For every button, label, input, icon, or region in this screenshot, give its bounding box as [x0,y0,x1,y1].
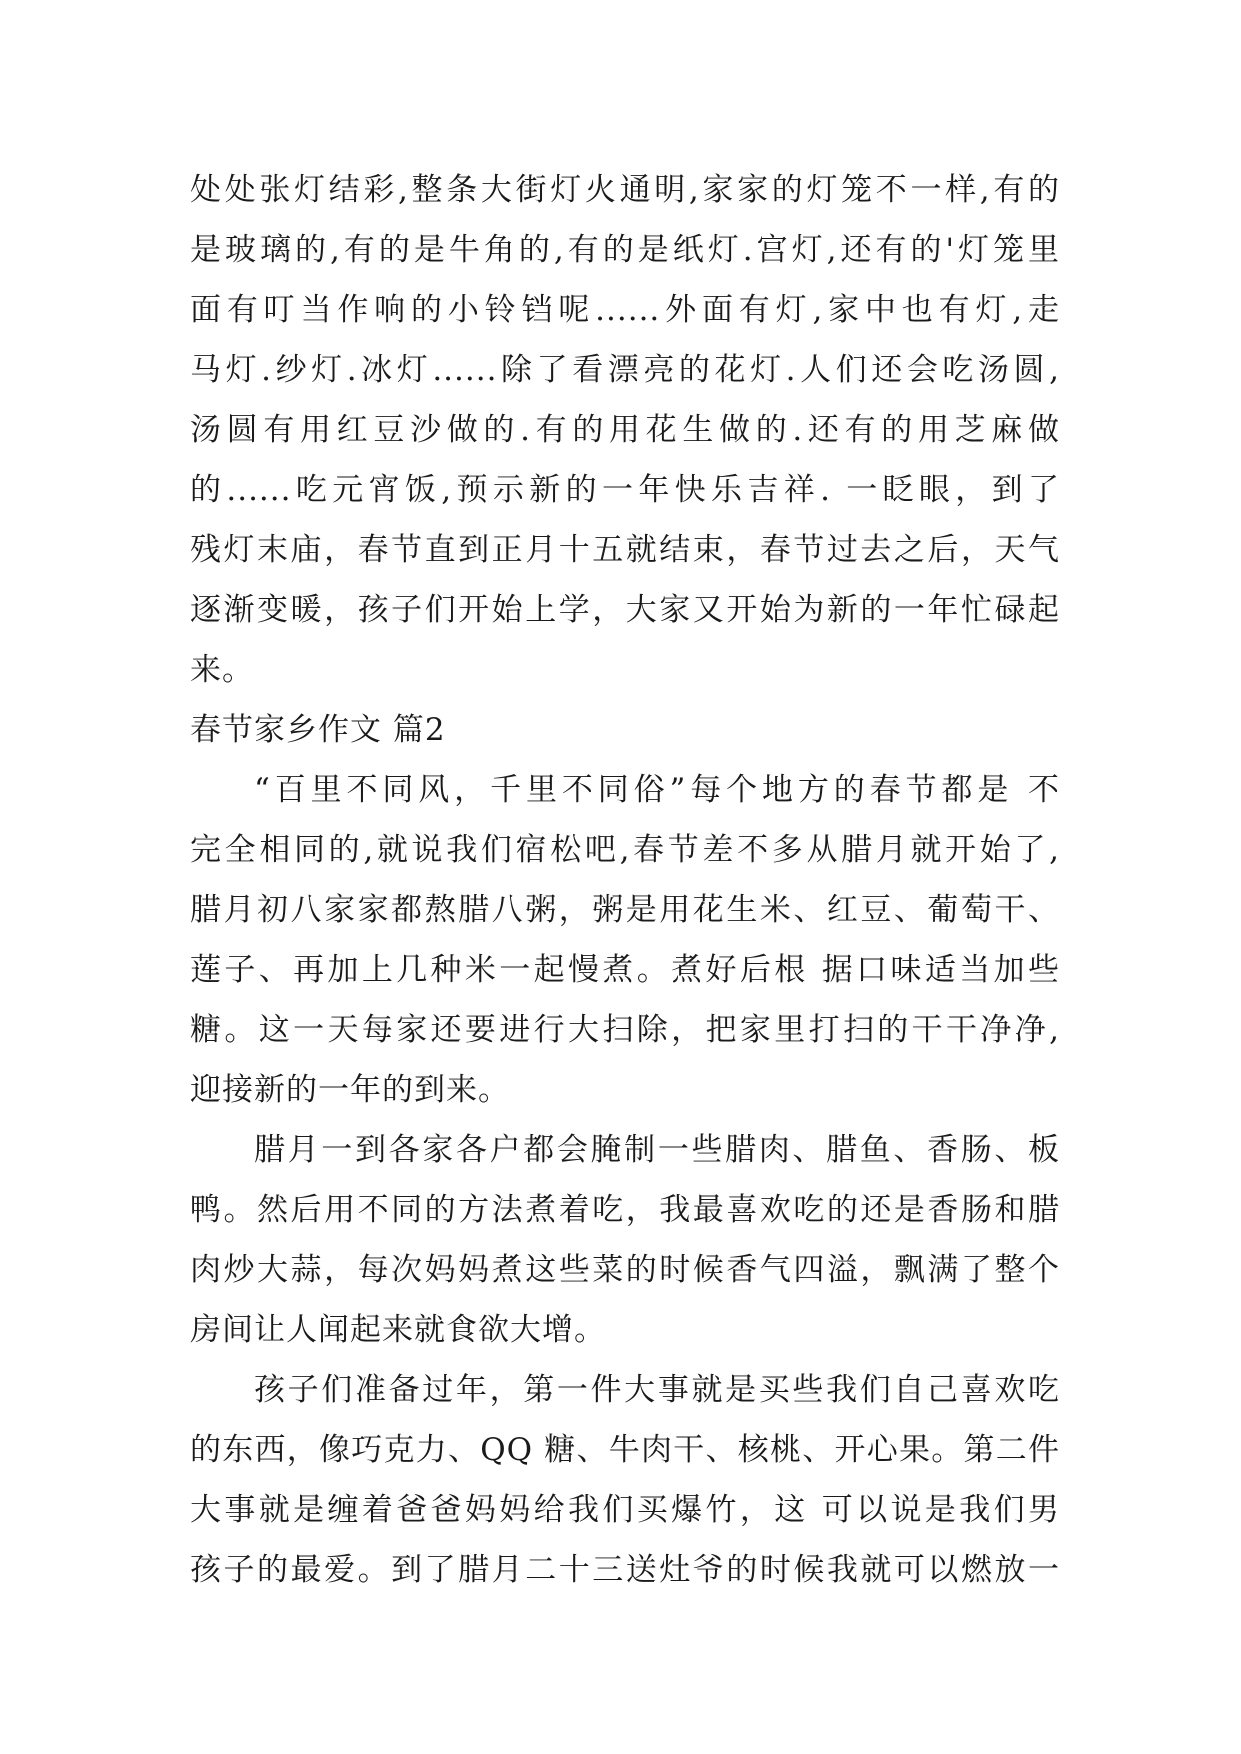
text-line: 腊月一到各家各户都会腌制一些腊肉、腊鱼、香肠、板 [254,1132,1060,1168]
text-line: 是玻璃的,有的是牛角的,有的是纸灯.宫灯,还有的'灯笼里 [190,232,1060,268]
text-line: 孩子的最爱。到了腊月二十三送灶爷的时候我就可以燃放一 [190,1552,1060,1588]
text-line: 孩子们准备过年，第一件大事就是买些我们自己喜欢吃 [254,1372,1060,1408]
text-line: 的......吃元宵饭,预示新的一年快乐吉祥. 一眨眼，到了 [190,472,1060,508]
text-line: 逐渐变暖，孩子们开始上学，大家又开始为新的一年忙碌起 [190,592,1060,628]
text-line: 鸭。然后用不同的方法煮着吃，我最喜欢吃的还是香肠和腊 [190,1192,1060,1228]
text-line: 迎接新的一年的到来。 [190,1072,510,1108]
section-heading: 春节家乡作文 篇2 [190,712,446,748]
text-line: 大事就是缠着爸爸妈妈给我们买爆竹，这 可以说是我们男 [190,1492,1060,1528]
text-line: 处处张灯结彩,整条大街灯火通明,家家的灯笼不一样,有的 [190,172,1060,208]
text-line: 汤圆有用红豆沙做的.有的用花生做的.还有的用芝麻做 [190,412,1060,448]
text-line: 房间让人闻起来就食欲大增。 [190,1312,606,1348]
text-line: 完全相同的,就说我们宿松吧,春节差不多从腊月就开始了, [190,832,1060,868]
text-line: “百里不同风，千里不同俗”每个地方的春节都是 不 [254,772,1060,808]
document-body [190,160,1060,1600]
text-line: 面有叮当作响的小铃铛呢......外面有灯,家中也有灯,走 [190,292,1060,328]
text-line: 腊月初八家家都熬腊八粥，粥是用花生米、红豆、葡萄干、 [190,892,1060,928]
text-line: 来。 [190,652,254,688]
text-line: 的东西，像巧克力、QQ 糖、牛肉干、核桃、开心果。第二件 [190,1432,1060,1468]
text-line: 糖。这一天每家还要进行大扫除，把家里打扫的干干净净, [190,1012,1060,1048]
text-line: 莲子、再加上几种米一起慢煮。煮好后根 据口味适当加些 [190,952,1060,988]
text-line: 残灯末庙，春节直到正月十五就结束，春节过去之后，天气 [190,532,1060,568]
text-line: 马灯.纱灯.冰灯......除了看漂亮的花灯.人们还会吃汤圆, [190,352,1060,388]
text-line: 肉炒大蒜，每次妈妈煮这些菜的时候香气四溢，飘满了整个 [190,1252,1060,1288]
